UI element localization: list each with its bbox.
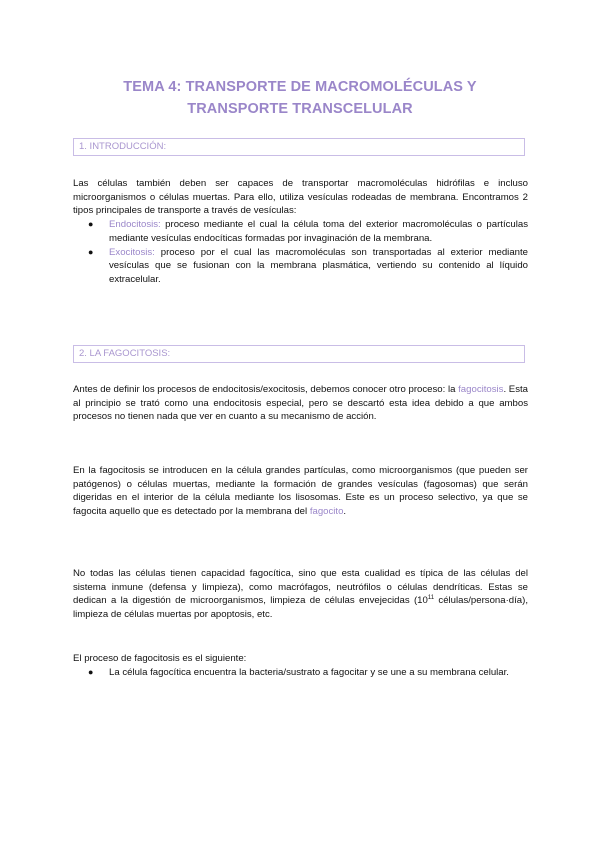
bullet-dot-icon: ● <box>88 666 94 677</box>
document-title <box>0 76 600 120</box>
process-block <box>73 652 528 679</box>
bullet-dot-icon: ● <box>88 246 94 257</box>
exocitosis-definition: proceso por el cual las macromoléculas son transportadas al exterior mediante vesículas que se fusionan con la membrana plasmática, vertiendo su contenido al líquido extracelular. <box>109 246 528 285</box>
paragraph-text: células/persona·día), limpieza de células muertas por apoptosis, etc. <box>73 595 528 621</box>
process-steps-list <box>73 666 528 680</box>
term-fagocitosis: fagocitosis <box>458 384 504 395</box>
intro-paragraph: Las células también deben ser capaces de transportar macromoléculas hidrófilas e incluso microorganismos o células muertas. Para ello, utiliza vesículas rodeadas de membrana. Encontramos 2 tipos principales de transporte a través de vesículas: <box>73 178 528 217</box>
title-line-2: TRANSPORTE TRANSCELULAR <box>187 101 413 117</box>
title-line-1: TEMA 4: TRANSPORTE DE MACROMOLÉCULAS Y <box>123 79 477 95</box>
paragraph-fagocitosis-description <box>73 464 528 519</box>
section-heading-fagocitosis: 2. LA FAGOCITOSIS: <box>73 345 525 363</box>
exponent: 11 <box>427 595 435 602</box>
process-step-text: La célula fagocítica encuentra la bacteria/sustrato a fagocitar y se une a su membrana celular. <box>109 666 509 678</box>
paragraph-text: . <box>343 506 347 518</box>
bullet-dot-icon: ● <box>88 219 94 230</box>
paragraph-fagocitosis-intro <box>73 383 528 424</box>
transport-types-list <box>73 218 528 287</box>
paragraph-text: Antes de definir los procesos de endocitosis/exocitosis, debemos conocer otro proceso: la <box>73 384 459 395</box>
term-endocitosis: Endocitosis: <box>109 219 161 231</box>
list-item <box>73 218 528 245</box>
list-item <box>73 666 528 680</box>
section-heading-introduccion: 1. INTRODUCCIÓN: <box>73 138 525 156</box>
intro-block <box>73 177 528 287</box>
paragraph-text: . Esta al principio se trató como una endocitosis especial, pero se descartó esta idea debido a que ambos procesos no tienen nada que ver en cuanto a su mecanismo de acción. <box>73 384 529 423</box>
term-exocitosis: Exocitosis: <box>109 246 155 258</box>
paragraph-text: No todas las células tienen capacidad fagocítica, sino que esta cualidad es típica de las células del sistema inmune (defensa y limpieza), como macrófagos, neutrófilos o células dendríticas. Estas se dedican a la digestión de microorganismos, limpieza de células envejecidas (10 <box>73 568 528 607</box>
process-intro: El proceso de fagocitosis es el siguiente: <box>73 653 247 664</box>
paragraph-text: En la fagocitosis se introducen en la célula grandes partículas, como microorganismos (que pueden ser patógenos) o células muertas, mediante la formación de grandes vesículas (fagosomas) que serán digeridas en el interior de la célula mediante los lisosomas. Este es un proceso selectivo, ya que se fagocita aquello que es detectado por la membrana del <box>73 465 528 518</box>
paragraph-capacidad-fagocitica <box>73 567 528 622</box>
term-fagocito: fagocito <box>309 506 344 518</box>
list-item <box>73 246 528 287</box>
endocitosis-definition: proceso mediante el cual la célula toma del exterior macromoléculas o partículas mediante vesículas endocíticas formadas por invaginación de la membrana. <box>109 219 528 244</box>
